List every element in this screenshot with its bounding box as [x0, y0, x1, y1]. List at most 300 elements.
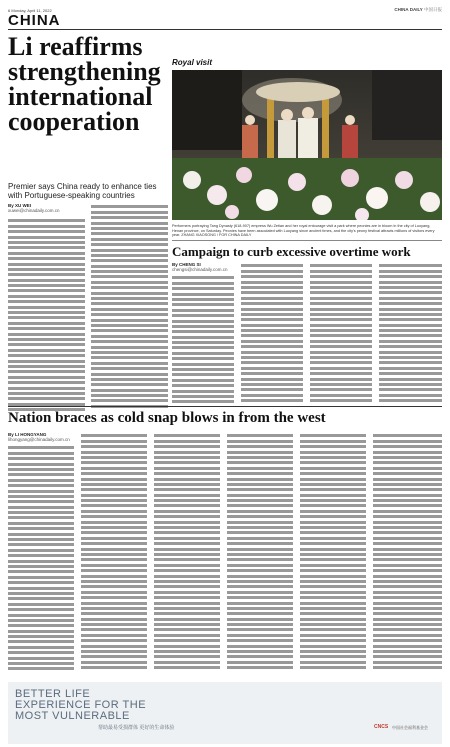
- campaign-column-1: [172, 274, 234, 406]
- text-line: [310, 329, 372, 332]
- text-line: [154, 472, 220, 475]
- lead-column-1: [8, 217, 85, 413]
- text-line: [379, 372, 442, 375]
- text-line: [91, 275, 168, 278]
- text-line: [300, 537, 366, 540]
- nation-byline-block: [8, 432, 74, 442]
- text-line: [8, 241, 85, 244]
- royal-visit-photo: [172, 70, 442, 220]
- text-line: [379, 361, 442, 364]
- text-line: [300, 467, 366, 470]
- text-line: [172, 379, 234, 382]
- text-line: [227, 591, 293, 594]
- text-line: [373, 618, 442, 621]
- text-line: [8, 236, 85, 239]
- text-line: [81, 585, 147, 588]
- text-line: [241, 329, 303, 332]
- nation-column-2: [81, 432, 147, 672]
- text-line: [300, 575, 366, 578]
- text-line: [81, 499, 147, 502]
- text-line: [8, 511, 74, 514]
- text-line: [379, 394, 442, 397]
- text-line: [154, 612, 220, 615]
- text-line: [241, 302, 303, 305]
- text-line: [373, 488, 442, 491]
- text-line: [300, 521, 366, 524]
- text-line: [81, 494, 147, 497]
- text-line: [91, 373, 168, 376]
- text-line: [379, 275, 442, 278]
- text-line: [81, 618, 147, 621]
- text-line: [241, 394, 303, 397]
- text-line: [8, 614, 74, 617]
- text-line: [310, 356, 372, 359]
- text-line: [8, 452, 74, 455]
- text-line: [8, 619, 74, 622]
- text-line: [373, 575, 442, 578]
- text-line: [379, 318, 442, 321]
- text-line: [300, 461, 366, 464]
- text-line: [310, 367, 372, 370]
- text-line: [379, 291, 442, 294]
- text-line: [81, 623, 147, 626]
- text-line: [241, 313, 303, 316]
- text-line: [8, 560, 74, 563]
- text-line: [81, 521, 147, 524]
- text-line: [373, 434, 442, 437]
- text-line: [227, 434, 293, 437]
- text-line: [91, 302, 168, 305]
- text-line: [81, 628, 147, 631]
- text-line: [8, 533, 74, 536]
- text-line: [154, 650, 220, 653]
- text-line: [8, 316, 85, 319]
- text-line: [8, 263, 85, 266]
- text-line: [8, 338, 85, 341]
- text-line: [8, 225, 85, 228]
- text-line: [379, 302, 442, 305]
- text-line: [373, 542, 442, 545]
- text-line: [379, 297, 442, 300]
- text-line: [8, 624, 74, 627]
- text-line: [81, 596, 147, 599]
- text-line: [373, 645, 442, 648]
- text-line: [310, 324, 372, 327]
- text-line: [154, 445, 220, 448]
- text-line: [91, 346, 168, 349]
- campaign-byline-email: chengsi@chinadaily.com.cn: [172, 267, 228, 272]
- text-line: [91, 351, 168, 354]
- lead-column-2: [91, 203, 168, 410]
- text-line: [172, 293, 234, 296]
- text-line: [81, 434, 147, 437]
- text-line: [172, 282, 234, 285]
- text-line: [373, 553, 442, 556]
- text-line: [172, 298, 234, 301]
- text-line: [8, 630, 74, 633]
- text-line: [8, 587, 74, 590]
- text-line: [172, 390, 234, 393]
- text-line: [81, 456, 147, 459]
- text-line: [300, 602, 366, 605]
- text-line: [310, 388, 372, 391]
- text-line: [300, 434, 366, 437]
- text-line: [154, 580, 220, 583]
- text-line: [227, 618, 293, 621]
- text-line: [81, 504, 147, 507]
- text-line: [81, 655, 147, 658]
- text-line: [227, 548, 293, 551]
- text-line: [154, 655, 220, 658]
- text-line: [310, 270, 372, 273]
- campaign-column-4: [379, 262, 442, 405]
- text-line: [8, 516, 74, 519]
- text-line: [8, 343, 85, 346]
- text-line: [241, 388, 303, 391]
- text-line: [8, 640, 74, 643]
- text-line: [8, 581, 74, 584]
- text-line: [227, 515, 293, 518]
- text-line: [81, 591, 147, 594]
- text-line: [154, 639, 220, 642]
- text-line: [227, 661, 293, 664]
- text-line: [8, 268, 85, 271]
- royal-visit-kicker: Royal visit: [172, 58, 213, 67]
- text-line: [241, 297, 303, 300]
- text-line: [81, 510, 147, 513]
- text-line: [300, 494, 366, 497]
- text-line: [241, 264, 303, 267]
- text-line: [373, 596, 442, 599]
- text-line: [154, 526, 220, 529]
- text-line: [227, 596, 293, 599]
- text-line: [227, 521, 293, 524]
- text-line: [8, 662, 74, 665]
- text-line: [227, 467, 293, 470]
- text-line: [154, 585, 220, 588]
- text-line: [241, 399, 303, 402]
- text-line: [379, 378, 442, 381]
- text-line: [8, 468, 74, 471]
- text-line: [310, 351, 372, 354]
- text-line: [227, 478, 293, 481]
- text-line: [8, 554, 74, 557]
- text-line: [310, 281, 372, 284]
- text-line: [8, 646, 74, 649]
- text-line: [172, 325, 234, 328]
- masthead-zh: 中国日报: [424, 7, 442, 12]
- text-line: [154, 575, 220, 578]
- text-line: [300, 564, 366, 567]
- text-line: [91, 383, 168, 386]
- text-line: [91, 238, 168, 241]
- text-line: [91, 243, 168, 246]
- campaign-byline: By CHENG SI: [172, 262, 201, 267]
- text-line: [373, 499, 442, 502]
- text-line: [8, 479, 74, 482]
- text-line: [8, 543, 74, 546]
- text-line: [154, 548, 220, 551]
- text-line: [227, 558, 293, 561]
- text-line: [300, 499, 366, 502]
- text-line: [8, 289, 85, 292]
- text-line: [8, 219, 85, 222]
- text-line: [373, 591, 442, 594]
- text-line: [300, 612, 366, 615]
- text-line: [91, 254, 168, 257]
- text-line: [8, 381, 85, 384]
- text-line: [8, 295, 85, 298]
- text-line: [8, 387, 85, 390]
- text-line: [227, 542, 293, 545]
- text-line: [91, 211, 168, 214]
- text-line: [300, 623, 366, 626]
- text-line: [241, 378, 303, 381]
- text-line: [81, 602, 147, 605]
- text-line: [373, 580, 442, 583]
- text-line: [310, 334, 372, 337]
- text-line: [373, 537, 442, 540]
- text-line: [172, 330, 234, 333]
- text-line: [227, 461, 293, 464]
- text-line: [8, 230, 85, 233]
- text-line: [91, 205, 168, 208]
- text-line: [373, 666, 442, 669]
- lead-headline: Li reaffirms strengthening international cooperation: [8, 32, 161, 136]
- text-line: [91, 259, 168, 262]
- text-line: [8, 667, 74, 670]
- text-line: [91, 286, 168, 289]
- text-line: [227, 655, 293, 658]
- text-line: [154, 607, 220, 610]
- text-line: [379, 367, 442, 370]
- text-line: [8, 273, 85, 276]
- text-line: [310, 361, 372, 364]
- royal-visit-caption: Performers portraying Tang Dynasty (618-907) empress Wu Zetian and her royal entourage visit a park where peonies are in bloom in the city of Luoyang, Henan province, on Saturday. Peonies have been associated with Luoyang since ancient times, and the city's peony festival attracts millions of visitors every year. ZHANG XIAOSONG / FOR CHINA DAILY: [172, 224, 435, 238]
- text-line: [8, 608, 74, 611]
- text-line: [91, 308, 168, 311]
- text-line: [91, 324, 168, 327]
- text-line: [310, 378, 372, 381]
- text-line: [172, 395, 234, 398]
- text-line: [373, 628, 442, 631]
- text-line: [8, 306, 85, 309]
- text-line: [300, 666, 366, 669]
- text-line: [8, 397, 85, 400]
- text-line: [373, 602, 442, 605]
- text-line: [373, 655, 442, 658]
- text-line: [310, 264, 372, 267]
- text-line: [91, 394, 168, 397]
- text-line: [373, 445, 442, 448]
- text-line: [227, 623, 293, 626]
- text-line: [300, 531, 366, 534]
- text-line: [154, 494, 220, 497]
- text-line: [241, 334, 303, 337]
- text-line: [8, 635, 74, 638]
- text-line: [373, 521, 442, 524]
- text-line: [300, 478, 366, 481]
- text-line: [373, 569, 442, 572]
- text-line: [154, 499, 220, 502]
- text-line: [373, 623, 442, 626]
- text-line: [91, 356, 168, 359]
- text-line: [300, 472, 366, 475]
- text-line: [227, 483, 293, 486]
- text-line: [154, 440, 220, 443]
- text-line: [310, 297, 372, 300]
- text-line: [8, 500, 74, 503]
- page-number: 6: [8, 8, 11, 13]
- text-line: [227, 456, 293, 459]
- text-line: [8, 446, 74, 449]
- text-line: [379, 383, 442, 386]
- text-line: [154, 531, 220, 534]
- text-line: [241, 383, 303, 386]
- text-line: [172, 303, 234, 306]
- text-line: [300, 504, 366, 507]
- text-line: [81, 440, 147, 443]
- campaign-headline: Campaign to curb excessive overtime work: [172, 244, 411, 259]
- text-line: [310, 399, 372, 402]
- text-line: [172, 373, 234, 376]
- text-line: [91, 222, 168, 225]
- welfare-foundation-logo: 中国社会福利基金会: [392, 725, 428, 730]
- text-line: [227, 510, 293, 513]
- text-line: [8, 522, 74, 525]
- text-line: [227, 612, 293, 615]
- text-line: [379, 270, 442, 273]
- nation-column-1: [8, 444, 74, 673]
- text-line: [227, 650, 293, 653]
- text-line: [300, 483, 366, 486]
- text-line: [154, 467, 220, 470]
- text-line: [154, 488, 220, 491]
- text-line: [154, 596, 220, 599]
- text-line: [300, 618, 366, 621]
- text-line: [379, 286, 442, 289]
- text-line: [172, 352, 234, 355]
- text-line: [8, 246, 85, 249]
- text-line: [227, 553, 293, 556]
- text-line: [91, 249, 168, 252]
- text-line: [81, 607, 147, 610]
- text-line: [300, 558, 366, 561]
- text-line: [310, 291, 372, 294]
- lead-deck: Premier says China ready to enhance ties with Portuguese-speaking countries: [8, 182, 157, 200]
- campaign-column-3: [310, 262, 372, 405]
- text-line: [91, 319, 168, 322]
- text-line: [8, 527, 74, 530]
- text-line: [154, 591, 220, 594]
- text-line: [300, 661, 366, 664]
- text-line: [81, 553, 147, 556]
- text-line: [373, 510, 442, 513]
- text-line: [8, 284, 85, 287]
- text-line: [81, 526, 147, 529]
- text-line: [81, 542, 147, 545]
- text-line: [227, 580, 293, 583]
- text-line: [81, 537, 147, 540]
- cncs-logo: CNCS: [374, 724, 389, 730]
- text-line: [8, 484, 74, 487]
- text-line: [81, 515, 147, 518]
- text-line: [172, 400, 234, 403]
- text-line: [154, 537, 220, 540]
- text-line: [241, 275, 303, 278]
- text-line: [373, 661, 442, 664]
- text-line: [310, 340, 372, 343]
- text-line: [300, 542, 366, 545]
- text-line: [379, 351, 442, 354]
- text-line: [300, 510, 366, 513]
- text-line: [373, 440, 442, 443]
- text-line: [154, 602, 220, 605]
- text-line: [241, 291, 303, 294]
- text-line: [172, 276, 234, 279]
- text-line: [91, 378, 168, 381]
- text-line: [172, 341, 234, 344]
- text-line: [81, 451, 147, 454]
- text-line: [241, 308, 303, 311]
- text-line: [227, 488, 293, 491]
- text-line: [154, 521, 220, 524]
- text-line: [227, 494, 293, 497]
- text-line: [227, 569, 293, 572]
- text-line: [8, 370, 85, 373]
- text-line: [91, 362, 168, 365]
- text-line: [373, 585, 442, 588]
- text-line: [227, 628, 293, 631]
- text-line: [227, 504, 293, 507]
- text-line: [154, 483, 220, 486]
- text-line: [227, 445, 293, 448]
- text-line: [300, 655, 366, 658]
- text-line: [373, 531, 442, 534]
- ad-tagline: BETTER LIFE EXPERIENCE FOR THE MOST VULNERABLE: [15, 688, 147, 722]
- text-line: [81, 531, 147, 534]
- text-line: [310, 372, 372, 375]
- text-line: [300, 440, 366, 443]
- text-line: [154, 569, 220, 572]
- text-line: [310, 302, 372, 305]
- text-line: [300, 515, 366, 518]
- text-line: [227, 531, 293, 534]
- issue-date: Monday, April 11, 2022: [11, 8, 52, 13]
- text-line: [8, 576, 74, 579]
- text-line: [373, 515, 442, 518]
- text-line: [310, 394, 372, 397]
- text-line: [373, 558, 442, 561]
- text-line: [8, 549, 74, 552]
- text-line: [300, 553, 366, 556]
- text-line: [91, 389, 168, 392]
- text-line: [81, 472, 147, 475]
- text-line: [154, 661, 220, 664]
- text-line: [172, 368, 234, 371]
- section-title: CHINA: [8, 12, 61, 29]
- nation-column-5: [300, 432, 366, 672]
- text-line: [300, 645, 366, 648]
- text-line: [227, 575, 293, 578]
- text-line: [300, 488, 366, 491]
- text-line: [227, 499, 293, 502]
- text-line: [241, 340, 303, 343]
- text-line: [310, 383, 372, 386]
- charity-advertisement: [8, 682, 442, 744]
- text-line: [172, 309, 234, 312]
- text-line: [300, 607, 366, 610]
